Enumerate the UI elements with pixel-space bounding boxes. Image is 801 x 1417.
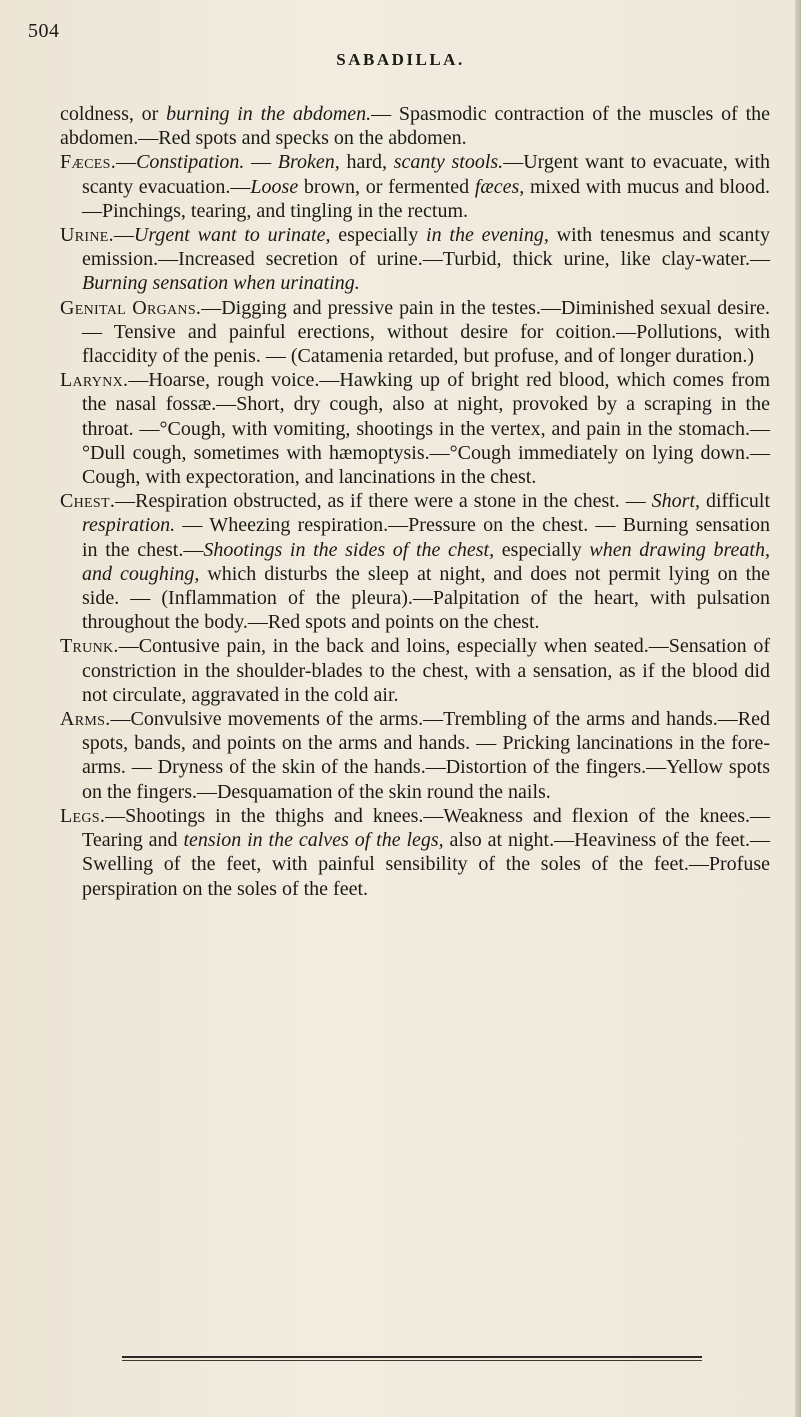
text-run: —Convulsive movements of the arms.—Trembling of the arms and hands.—Red spots, bands, and points on the arms and hands. — Pricking lancinations in the fore-arms. — Dryness of the skin of the hands.—Distortion of the fingers.—Yellow spots on the fingers.—Desquamation of the skin round the nails. bbox=[82, 708, 770, 803]
italic-text: Burning sensation when urinating. bbox=[82, 272, 360, 295]
text-run: —Contusive pain, in the back and loins, especially when seated.—Sensation of constriction in the shoulder-blades to the chest, with a sensation, as if the blood did not circulate, aggravated in the cold air. bbox=[82, 635, 770, 706]
italic-text: Short, bbox=[651, 490, 701, 513]
text-run: difficult bbox=[700, 490, 771, 513]
italic-text: respiration. bbox=[82, 514, 176, 537]
text-run: especially bbox=[494, 538, 590, 561]
section-trunk bbox=[60, 634, 770, 707]
text-run: —Shootings in the thighs and knees.—Weakness and flexion of the knees.—Tearing and bbox=[82, 804, 770, 852]
body-text bbox=[60, 102, 770, 901]
text-run: —Hoarse, rough voice.—Hawking up of bright red blood, which comes from the nasal fossæ.—Short, dry cough, also at night, provoked by a scraping in the throat. —°Cough, with vomiting, shootings in the vertex, and pain in the stomach.—°Dull cough, sometimes with hæmoptysis.—°Cough immediately on lying down.—Cough, with expectoration, and lancinations in the chest. bbox=[82, 369, 770, 489]
text-run: — bbox=[244, 151, 278, 174]
section-heading: Arms. bbox=[60, 708, 111, 731]
text-run: especially bbox=[330, 224, 427, 247]
section-legs bbox=[60, 804, 770, 901]
end-rule-thin bbox=[122, 1360, 702, 1361]
section-heading: Chest. bbox=[60, 490, 116, 513]
section-heading: Fæces. bbox=[60, 151, 117, 174]
italic-text: Broken, bbox=[277, 151, 340, 174]
page-edge bbox=[795, 0, 801, 1417]
text-run: —Urgent want to evacuate, with scanty evacuation.— bbox=[82, 151, 771, 198]
text-run: mixed with mucus and blood.—Pinchings, tearing, and tingling in the rectum. bbox=[82, 175, 771, 222]
text-run: brown, or fermented bbox=[298, 175, 475, 198]
section-genital-organs bbox=[60, 296, 770, 369]
text-run: —Digging and pressive pain in the testes.—Diminished sexual desire. — Tensive and painful erections, without desire for coition.—Pollutions, with flaccidity of the penis. — (Catamenia retarded, but profuse, and of longer duration.) bbox=[82, 296, 770, 368]
section-heading: Trunk. bbox=[60, 635, 119, 658]
section-abdomen-continued bbox=[60, 102, 770, 150]
text-run: with tenesmus and scanty emission.—Increased secretion of urine.—Turbid, thick urine, like clay-water.— bbox=[82, 224, 770, 271]
section-arms bbox=[60, 707, 770, 804]
italic-text: tension in the calves of the legs, bbox=[183, 829, 444, 852]
text-run: also at night.—Heaviness of the feet.—Swelling of the feet, with painful sensibility of the soles of the feet.—Profuse perspiration on the soles of the feet. bbox=[82, 829, 770, 900]
italic-text: Shootings in the sides of the chest, bbox=[203, 538, 495, 561]
section-larynx bbox=[60, 368, 770, 489]
section-chest bbox=[60, 489, 770, 634]
text-run: — Spasmodic contraction of the muscles of the abdomen.—Red spots and specks on the abdomen. bbox=[60, 103, 771, 150]
running-head: SABADILLA. bbox=[336, 50, 465, 69]
italic-text: burning in the abdomen. bbox=[166, 103, 372, 125]
italic-text: when drawing breath, and coughing, bbox=[82, 538, 770, 585]
text-run: — bbox=[113, 224, 134, 247]
text-run: — Wheezing respiration.—Pressure on the chest. — Burning sensation in the chest.— bbox=[82, 514, 770, 561]
section-heading: Urine. bbox=[60, 224, 114, 247]
text-run: which disturbs the sleep at night, and does not permit lying on the side. — (Inflammation of the pleura).—Palpitation of the heart, with pulsation throughout the body.—Red spots and points on the chest. bbox=[82, 562, 771, 634]
italic-text: scanty stools. bbox=[393, 151, 504, 174]
text-run: —Respiration obstructed, as if there were a stone in the chest. — bbox=[115, 490, 652, 513]
italic-text: Urgent want to urinate, bbox=[133, 224, 331, 247]
italic-text: Loose bbox=[250, 175, 299, 198]
italic-text: fæces, bbox=[474, 175, 525, 198]
text-run: — bbox=[116, 151, 137, 174]
text-run: hard, bbox=[339, 151, 394, 174]
page-number: 504 bbox=[28, 20, 60, 42]
section-urine bbox=[60, 223, 770, 296]
section-faeces bbox=[60, 150, 770, 223]
end-rule bbox=[122, 1356, 702, 1358]
section-heading: Legs. bbox=[60, 804, 106, 827]
section-heading: Larynx. bbox=[60, 369, 129, 392]
section-heading: Genital Organs. bbox=[60, 296, 202, 319]
italic-text: in the evening, bbox=[426, 224, 549, 247]
italic-text: Constipation. bbox=[136, 151, 245, 174]
text-run: coldness, or bbox=[60, 103, 167, 125]
